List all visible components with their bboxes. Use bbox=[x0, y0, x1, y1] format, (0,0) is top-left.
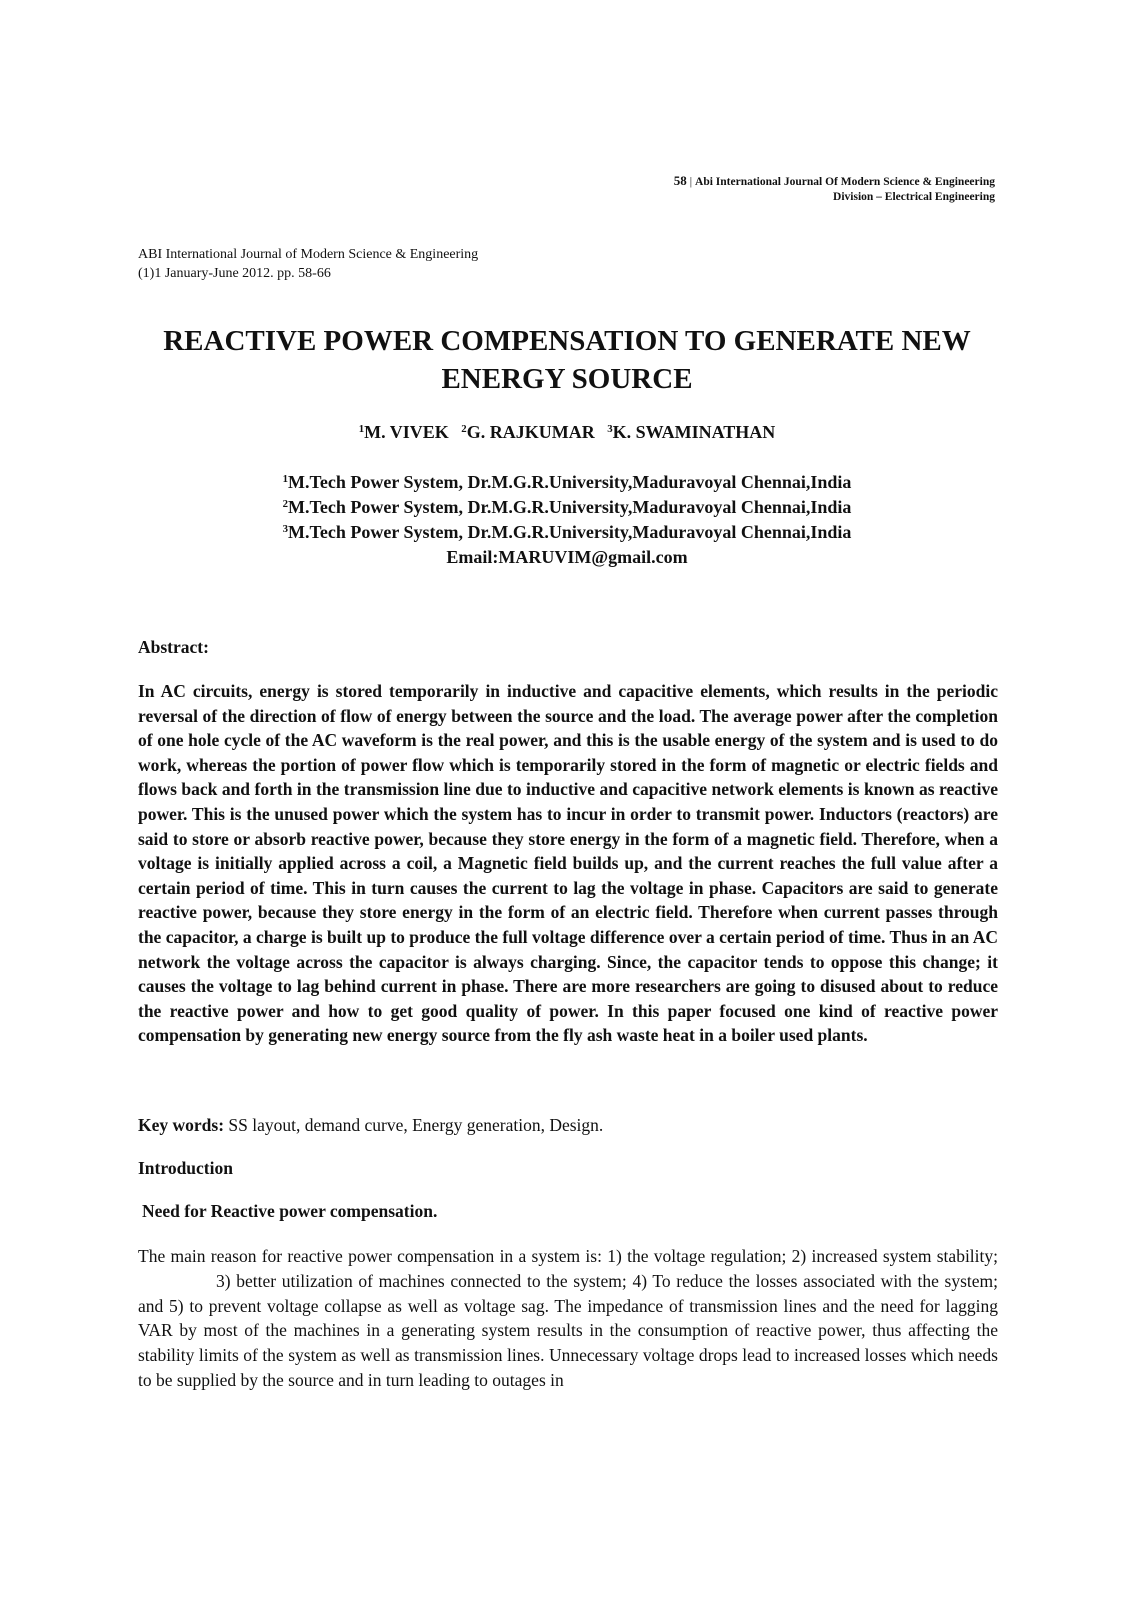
affiliation-superscript: 2 bbox=[282, 498, 289, 511]
header-line-1 bbox=[674, 173, 995, 190]
affiliation-text: M.Tech Power System, Dr.M.G.R.University,Maduravoyal Chennai,India bbox=[288, 472, 852, 492]
affiliation bbox=[138, 470, 996, 495]
author-superscript: 2 bbox=[461, 423, 467, 436]
author bbox=[607, 422, 775, 442]
author-list bbox=[138, 420, 996, 444]
abstract-text: In AC circuits, energy is stored temporarily in inductive and capacitive elements, which results in the periodic reversal of the direction of flow of energy between the source and the load. The average power after the completion of one hole cycle of the AC waveform is the real power, and this is the usable energy of the system and is used to do work, whereas the portion of power flow which is temporarily stored in the form of magnetic or electric fields and flows back and forth in the transmission line due to inductive and capacitive network elements is known as reactive power. This is the unused power which the system has to incur in order to transmit power. Inductors (reactors) are said to store or absorb reactive power, because they store energy in the form of a magnetic field. Therefore, when a voltage is initially applied across a coil, a Magnetic field builds up, and the current reaches the full value after a certain period of time. This in turn causes the current to lag the voltage in phase. Capacitors are said to generate reactive power, because they store energy in the form of an electric field. Therefore when current passes through the capacitor, a charge is built up to produce the full voltage difference over a certain period of time. Thus in an AC network the voltage across the capacitor is always charging. Since, the capacitor tends to oppose this change; it causes the voltage to lag behind current in phase. There are more researchers are going to disused about to reduce the reactive power and how to get good quality of power. In this paper focused one kind of reactive power compensation by generating new energy source from the fly ash waste heat in a boiler used plants. bbox=[138, 681, 998, 1046]
paper-title: REACTIVE POWER COMPENSATION TO GENERATE NEW ENERGY SOURCE bbox=[163, 325, 971, 395]
citation-block bbox=[138, 245, 478, 283]
introduction-text-part2: 3) better utilization of machines connected to the system; 4) To reduce the losses associated with the system; and 5) to prevent voltage collapse as well as voltage sag. The impedance of transmission lines and the need for lagging VAR by most of the machines in a generating system results in the consumption of reactive power, thus affecting the stability limits of the system as well as transmission lines. Unnecessary voltage drops lead to increased losses which needs to be supplied by the source and in turn leading to outages in bbox=[138, 1270, 998, 1390]
author-name: K. SWAMINATHAN bbox=[612, 422, 776, 442]
abstract-heading: Abstract: bbox=[138, 637, 209, 657]
author bbox=[461, 422, 594, 442]
affiliation-text: M.Tech Power System, Dr.M.G.R.University,Maduravoyal Chennai,India bbox=[288, 497, 852, 517]
header-division: Division – Electrical Engineering bbox=[833, 191, 995, 203]
affiliation-list bbox=[138, 470, 996, 570]
citation-journal: ABI International Journal of Modern Science & Engineering bbox=[138, 247, 479, 262]
keywords-label: Key words: bbox=[138, 1115, 225, 1135]
header-journal-name: Abi International Journal Of Modern Science & Engineering bbox=[695, 176, 995, 188]
author-superscript: 3 bbox=[607, 423, 613, 436]
author bbox=[359, 422, 449, 442]
section-subheading: Need for Reactive power compensation. bbox=[142, 1201, 438, 1221]
author-superscript: 1 bbox=[358, 423, 365, 436]
affiliation-superscript: 1 bbox=[282, 473, 289, 486]
header-separator: | bbox=[689, 176, 693, 188]
introduction-text-part1: The main reason for reactive power compensation in a system is: 1) the voltage regulation; 2) increased system stability; bbox=[138, 1246, 998, 1266]
introduction-heading: Introduction bbox=[138, 1158, 233, 1178]
running-header bbox=[674, 173, 995, 205]
introduction-paragraph bbox=[138, 1244, 998, 1393]
citation-issue: (1)1 January-June 2012. pp. 58-66 bbox=[138, 266, 331, 281]
page-number: 58 bbox=[673, 173, 687, 188]
author-email: Email:MARUVIM@gmail.com bbox=[446, 547, 688, 567]
keywords bbox=[138, 1115, 998, 1136]
author-name: M. VIVEK bbox=[364, 422, 449, 442]
affiliation bbox=[138, 495, 996, 520]
keywords-text: SS layout, demand curve, Energy generation, Design. bbox=[224, 1115, 604, 1135]
author-name: G. RAJKUMAR bbox=[466, 422, 595, 442]
affiliation bbox=[138, 520, 996, 545]
affiliation-superscript: 3 bbox=[282, 523, 289, 536]
affiliation-text: M.Tech Power System, Dr.M.G.R.University,Maduravoyal Chennai,India bbox=[288, 522, 852, 542]
